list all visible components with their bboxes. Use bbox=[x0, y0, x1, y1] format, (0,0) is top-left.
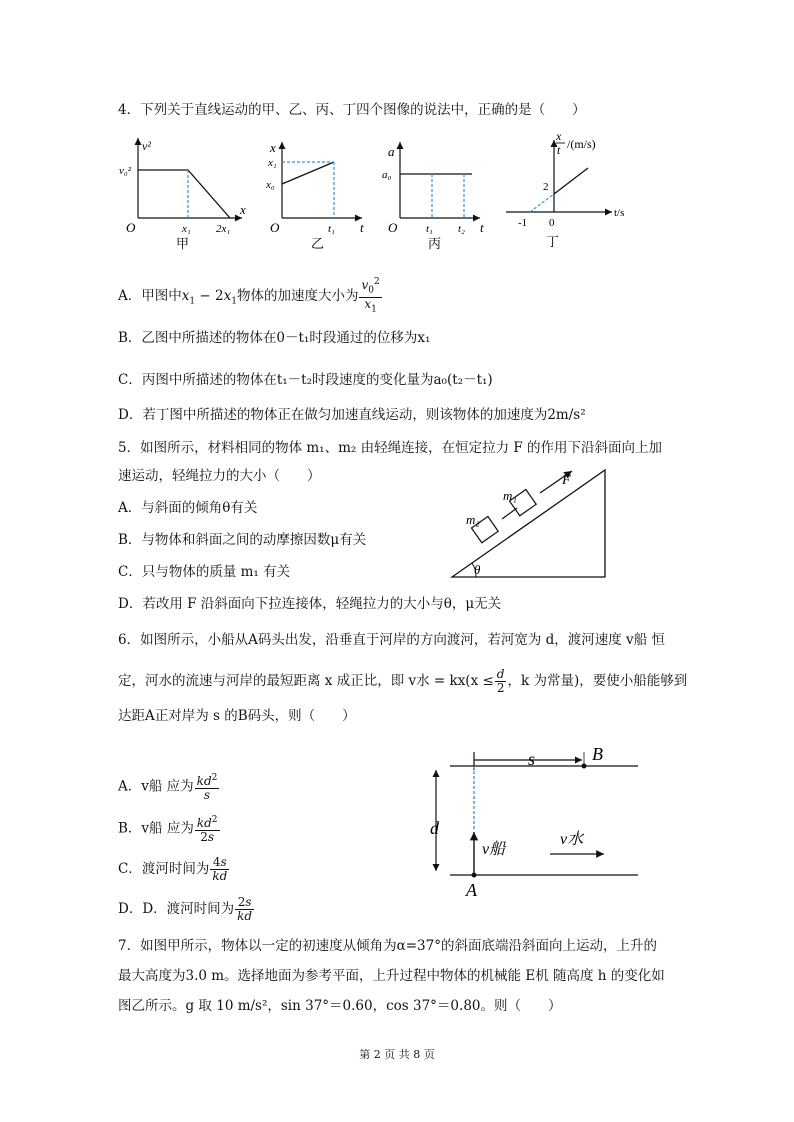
q5-option-c: C．只与物体的质量 m₁ 有关 bbox=[118, 564, 291, 580]
q6-stem-1: 6．如图所示，小船从A码头出发，沿垂直于河岸的方向渡河，若河宽为 d，渡河速度 v船 恒 bbox=[118, 632, 665, 648]
bing-ylabel: a bbox=[388, 144, 395, 159]
ding-tick-neg: -1 bbox=[518, 217, 528, 229]
ding-ylabel-bottom: t bbox=[557, 143, 561, 157]
ding-tick-y: 2 bbox=[543, 181, 549, 193]
q6-stem-3: 达距A正对岸为 s 的B码头，则（ ） bbox=[118, 708, 356, 724]
q4-option-a: A．甲图中$x_1 - 2x_1$物体的加速度大小为 $\frac{v_0^2}{x_1}$ bbox=[118, 277, 380, 315]
q6-s-label: s bbox=[528, 749, 536, 769]
jia-xlabel: x bbox=[240, 202, 246, 217]
q4-option-c: C．丙图中所描述的物体在t₁－t₂时段速度的变化量为a₀(t₂－t₁) bbox=[118, 372, 493, 388]
q5-incline-figure bbox=[440, 462, 620, 584]
graph-ding bbox=[506, 129, 624, 249]
q6-option-a: A．v船 应为 $\frac{kd^2}{s}$ bbox=[118, 773, 218, 802]
jia-origin: O bbox=[126, 220, 136, 235]
bing-ytick: a₀ bbox=[382, 169, 392, 181]
q6-stem-2: 定，河水的流速与河岸的最短距离 x 成正比，即 v水 = kx(x ≤ $\frac{d}{2}$ ，k 为常量)，要使小船能够到 bbox=[118, 667, 688, 695]
page-footer: 第 2 页 共 8 页 bbox=[359, 1048, 435, 1061]
q6-river-figure bbox=[420, 738, 640, 900]
yi-xlabel: t bbox=[360, 220, 364, 235]
q7-line-1: 7．如图甲所示，物体以一定的初速度从倾角为α=37°的斜面底端沿斜面向上运动，上升的 bbox=[118, 938, 657, 954]
jia-xtick1: x₁ bbox=[182, 223, 191, 235]
yi-caption: 乙 bbox=[311, 236, 325, 251]
jia-xtick2: 2x₁ bbox=[216, 223, 231, 235]
graph-jia bbox=[119, 138, 246, 251]
q6-option-b: B．v船 应为 $\frac{kd^2}{2s}$ bbox=[118, 815, 218, 844]
q5-F-label: F bbox=[562, 473, 571, 488]
bing-xlabel: t bbox=[480, 220, 484, 235]
yi-ytick-low: x₀ bbox=[266, 179, 275, 191]
yi-ytick-top: x₁ bbox=[268, 157, 277, 169]
yi-origin: O bbox=[270, 220, 280, 235]
q5-stem-2: 速运动，轻绳拉力的大小（ ） bbox=[118, 468, 321, 484]
ding-ylabel-unit: /(m/s) bbox=[567, 137, 596, 151]
jia-ylabel: v² bbox=[142, 139, 151, 153]
q6-vwater-label: v水 bbox=[560, 831, 584, 848]
q5-stem-1: 5．如图所示，材料相同的物体 m₁、m₂ 由轻绳连接，在恒定拉力 F 的作用下沿斜面向上加 bbox=[118, 440, 663, 456]
ding-ylabel-top: x bbox=[556, 129, 562, 143]
bing-origin: O bbox=[388, 220, 398, 235]
q5-m2-label: m₂ bbox=[466, 512, 480, 527]
yi-xtick: t₁ bbox=[328, 223, 335, 235]
q6-option-d: D．D．渡河时间为 $\frac{2s}{kd}$ bbox=[118, 895, 253, 923]
ding-tick-zero: 0 bbox=[549, 217, 555, 229]
bing-caption: 丙 bbox=[428, 236, 442, 251]
jia-caption: 甲 bbox=[176, 236, 190, 251]
q6-option-c: C．渡河时间为 $\frac{4s}{kd}$ bbox=[118, 855, 228, 883]
q5-theta-label: θ bbox=[474, 562, 481, 577]
bing-xtick1: t₁ bbox=[426, 223, 433, 235]
q5-option-d: D．若改用 F 沿斜面向下拉连接体，轻绳拉力的大小与θ，μ无关 bbox=[118, 596, 502, 612]
ding-xlabel: t/s bbox=[614, 207, 625, 219]
q6-B-label: B bbox=[592, 744, 603, 764]
q6-vboat-label: v船 bbox=[482, 841, 506, 858]
q4-graphs bbox=[110, 128, 650, 253]
yi-ylabel: x bbox=[270, 140, 276, 155]
bing-xtick2: t₂ bbox=[458, 223, 465, 235]
q6-d-label: d bbox=[430, 818, 439, 838]
q7-line-3: 图乙所示。g 取 10 m/s²，sin 37°＝0.60，cos 37°＝0.80。则（ ） bbox=[118, 998, 562, 1014]
jia-ytick: v₀² bbox=[119, 165, 132, 177]
q4-stem: 4．下列关于直线运动的甲、乙、丙、丁四个图像的说法中，正确的是（ ） bbox=[118, 102, 586, 118]
q6-A-label: A bbox=[466, 880, 477, 900]
q4-option-d: D．若丁图中所描述的物体正在做匀加速直线运动，则该物体的加速度为2m/s² bbox=[118, 407, 586, 423]
graph-yi bbox=[265, 140, 364, 251]
ding-caption: 丁 bbox=[546, 234, 560, 249]
q7-line-2: 最大高度为3.0 m。选择地面为参考平面，上升过程中物体的机械能 E机 随高度 h 的变化如 bbox=[118, 968, 665, 984]
q5-option-a: A．与斜面的倾角θ有关 bbox=[118, 500, 258, 516]
graph-bing bbox=[382, 142, 484, 251]
q5-option-b: B．与物体和斜面之间的动摩擦因数μ有关 bbox=[118, 532, 367, 548]
q4-option-b: B．乙图中所描述的物体在0－t₁时段通过的位移为x₁ bbox=[118, 330, 431, 346]
q5-m1-label: m₁ bbox=[503, 488, 517, 503]
